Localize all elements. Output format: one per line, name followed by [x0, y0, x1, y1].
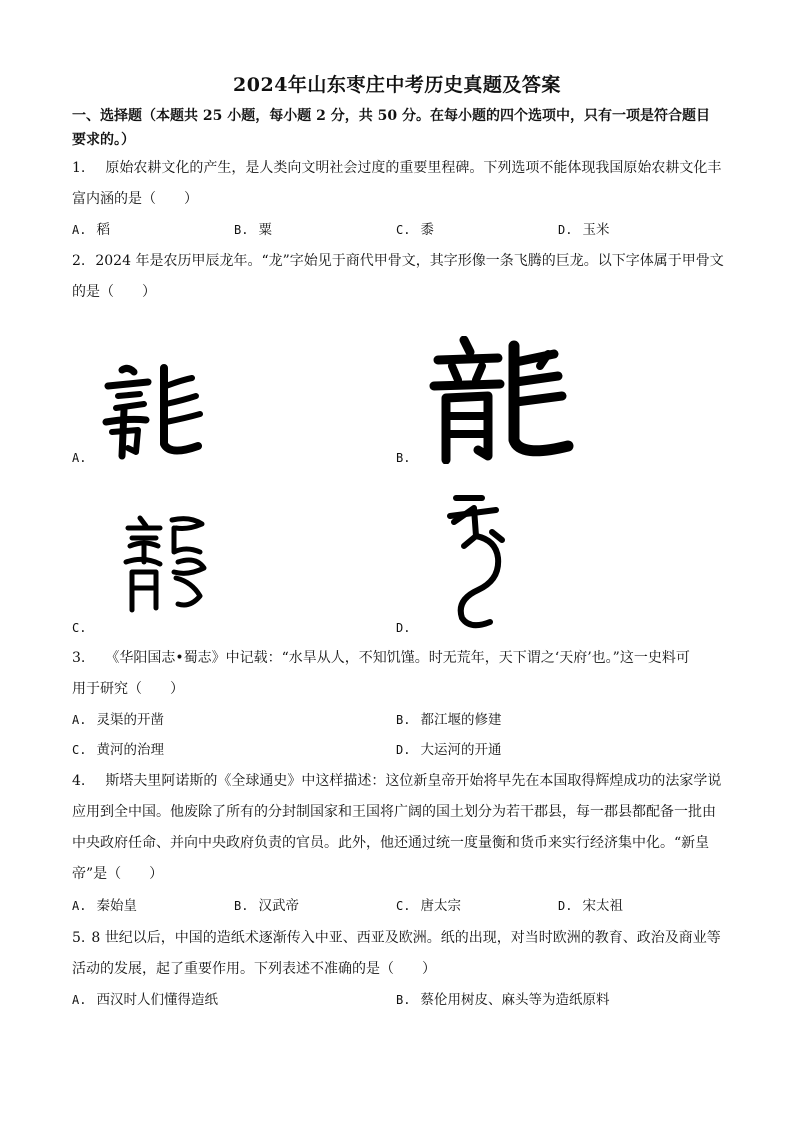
- option-b[interactable]: B. 汉武帝: [234, 898, 299, 914]
- option-a[interactable]: A. 秦始皇: [72, 898, 137, 914]
- question-text-line: 中央政府任命、并向中央政府负责的官员。此外，他还通过统一度量衡和货币来实行经济集中化。“新皇: [72, 835, 710, 851]
- question-3: [72, 648, 690, 668]
- option-b[interactable]: B. 都江堰的修建: [396, 712, 502, 728]
- regular-script-dragon-character-icon: [428, 336, 576, 464]
- option-a[interactable]: A. 灵渠的开凿: [72, 712, 164, 728]
- question-text: 《华阳国志•蜀志》中记载：“水旱从人，不知饥馑。时无荒年，天下谓之‘天府’也。”这一史料可: [105, 650, 690, 666]
- question-1: [72, 158, 721, 178]
- seal-script-dragon-character-icon: [120, 512, 210, 616]
- question-text-line: 的是（ ）: [72, 284, 156, 300]
- question-4: [72, 771, 721, 791]
- option-d[interactable]: D.: [396, 621, 411, 635]
- question-text: 斯塔夫里阿诺斯的《全球通史》中这样描述：这位新皇帝开始将早先在本国取得辉煌成功的法家学说: [105, 773, 722, 789]
- question-text: 8 世纪以后，中国的造纸术逐渐传入中亚、西亚及欧洲。纸的出现，对当时欧洲的教育、政治及商业等: [91, 930, 721, 946]
- option-a[interactable]: A.: [72, 451, 87, 465]
- question-number: 5.: [72, 930, 86, 946]
- question-text-line: 应用到全中国。他废除了所有的分封制国家和王国将广阔的国土划分为若干郡县，每一郡县都配备一批由: [72, 804, 716, 820]
- oracle-bone-dragon-character-icon: [440, 492, 510, 632]
- option-d[interactable]: D. 宋太祖: [558, 898, 623, 914]
- question-number: 1.: [72, 160, 86, 176]
- option-b[interactable]: B.: [396, 451, 411, 465]
- option-c[interactable]: C. 黄河的治理: [72, 742, 164, 758]
- question-text: 原始农耕文化的产生，是人类向文明社会过度的重要里程碑。下列选项不能体现我国原始农耕文化丰: [105, 160, 722, 176]
- question-text-line: 用于研究（ ）: [72, 681, 184, 697]
- option-c[interactable]: C.: [72, 621, 87, 635]
- option-d[interactable]: D. 大运河的开通: [396, 742, 502, 758]
- cursive-dragon-character-icon: [100, 360, 215, 460]
- question-text-line: 活动的发展，起了重要作用。下列表述不准确的是（ ）: [72, 961, 436, 977]
- option-b[interactable]: B. 粟: [234, 222, 272, 238]
- question-number: 2.: [72, 253, 86, 269]
- option-a[interactable]: A. 西汉时人们懂得造纸: [72, 992, 218, 1008]
- question-number: 3.: [72, 650, 86, 666]
- page-title: 2024年山东枣庄中考历史真题及答案: [233, 74, 561, 96]
- question-text: 2024 年是农历甲辰龙年。“龙”字始见于商代甲骨文，其字形像一条飞腾的巨龙。以下字体属于甲骨文: [95, 253, 724, 269]
- option-b[interactable]: B. 蔡伦用树皮、麻头等为造纸原料: [396, 992, 610, 1008]
- option-a[interactable]: A. 稻: [72, 222, 110, 238]
- question-2: [72, 251, 724, 271]
- option-c[interactable]: C. 唐太宗: [396, 898, 461, 914]
- question-5: [72, 928, 721, 948]
- section-heading: 一、选择题（本题共 25 小题，每小题 2 分，共 50 分。在每小题的四个选项中，只有一项是符合题目要求的。）: [72, 108, 710, 148]
- question-text-line: 帝”是（ ）: [72, 866, 164, 882]
- option-d[interactable]: D. 玉米: [558, 222, 610, 238]
- question-text-line: 富内涵的是（ ）: [72, 191, 198, 207]
- option-c[interactable]: C. 黍: [396, 222, 434, 238]
- question-number: 4.: [72, 773, 86, 789]
